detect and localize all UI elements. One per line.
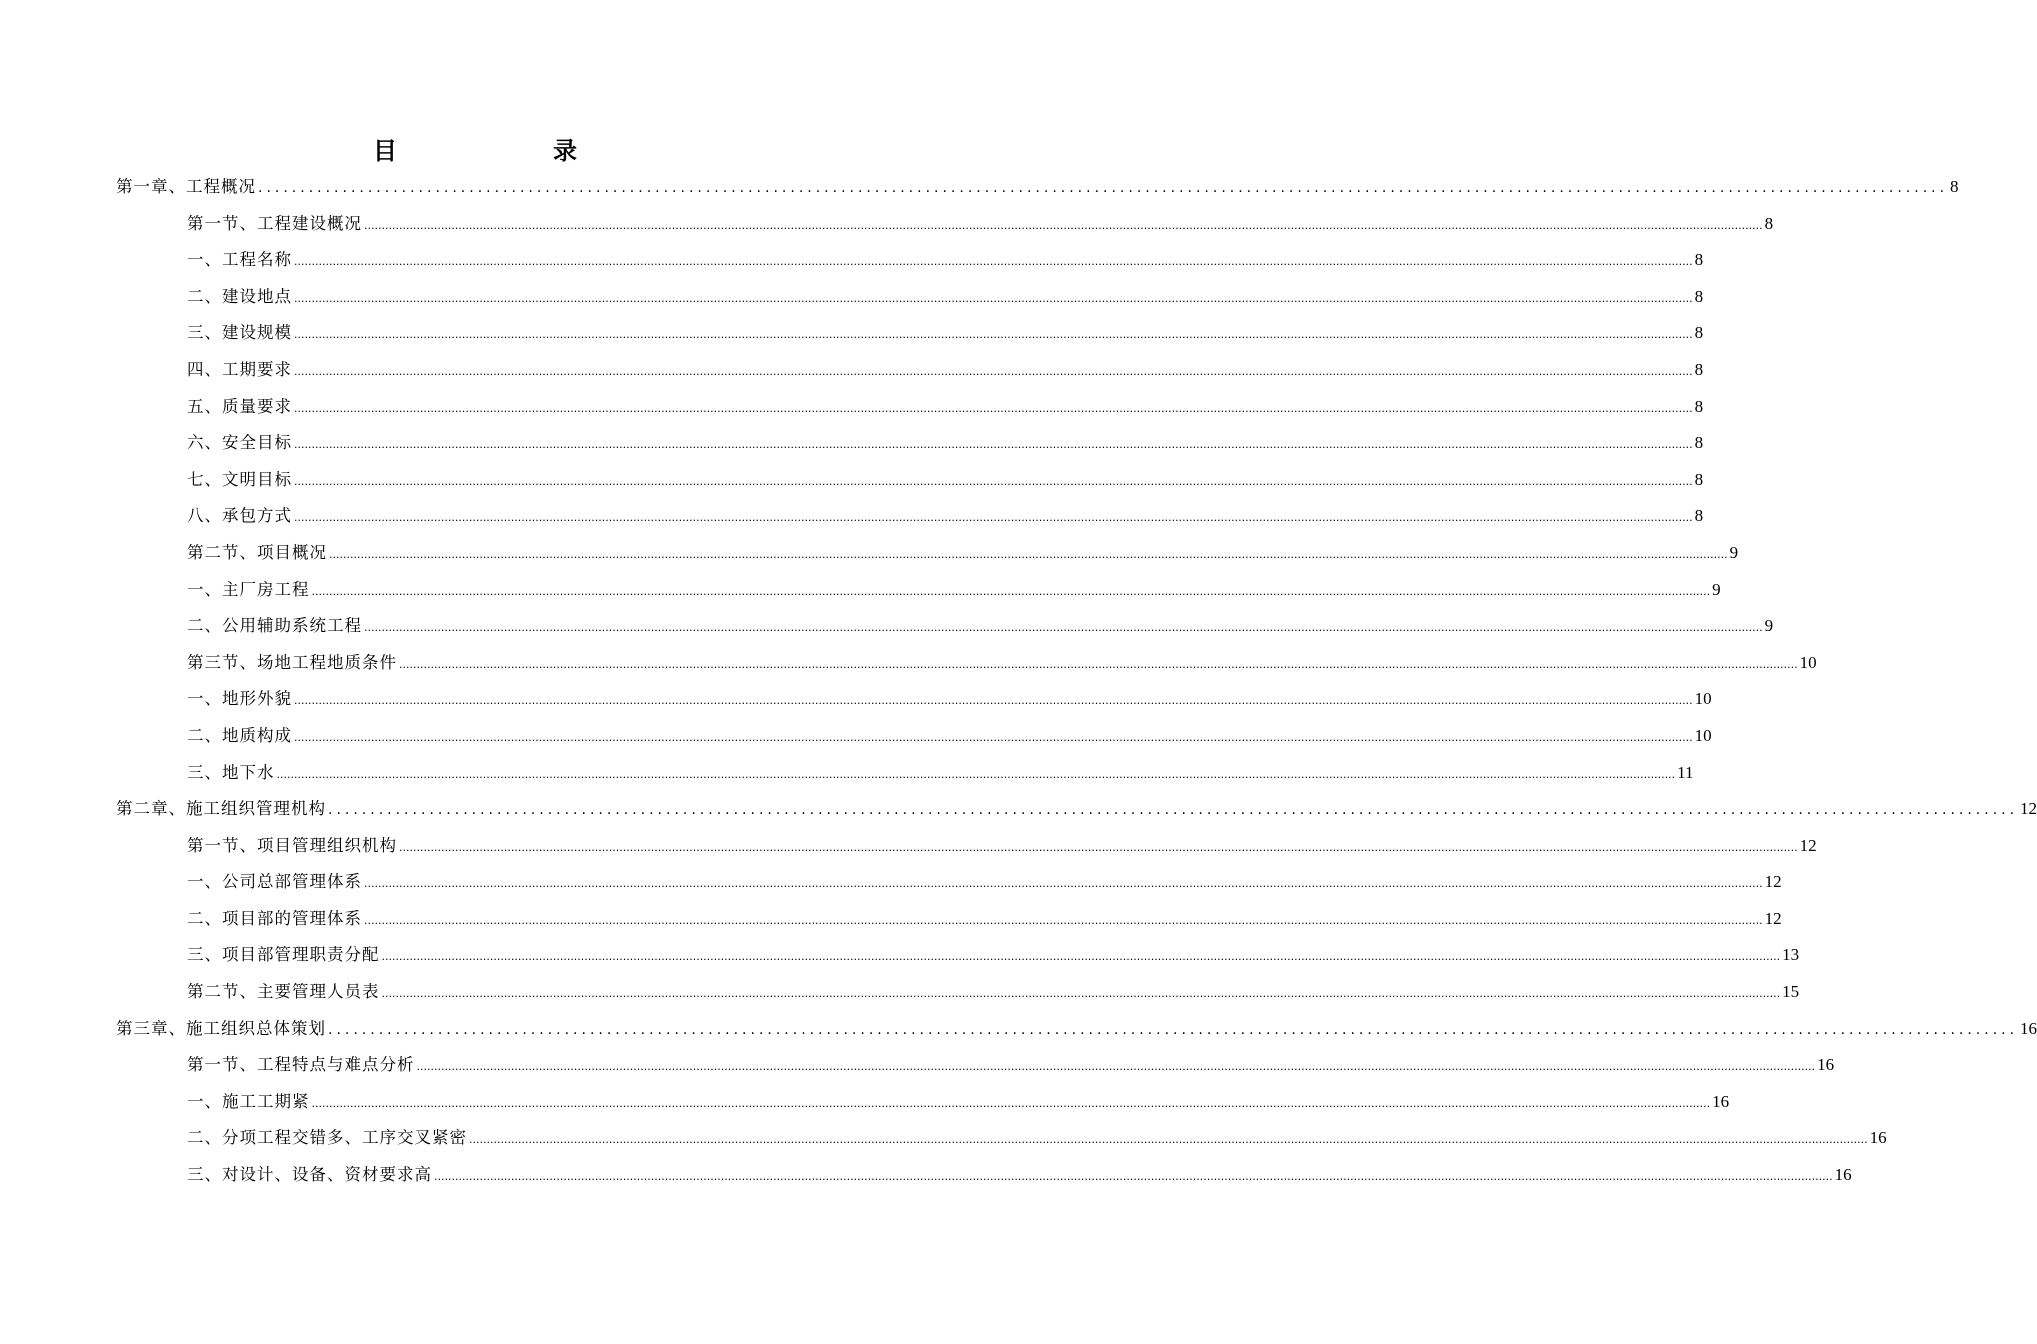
- toc-section-entry[interactable]: [116, 245, 1704, 282]
- toc-page-number: 15: [1782, 982, 1800, 1002]
- toc-entry-label: 第一章、工程概况: [116, 177, 256, 196]
- toc-dot-leader: ................................................................................................................................................................................................................................................................................................................................................................................................................: [311, 584, 1711, 598]
- toc-page-number: 16: [1817, 1055, 1835, 1075]
- toc-entry-label: 一、地形外貌: [187, 689, 292, 709]
- toc-page-number: 8: [1694, 469, 1704, 489]
- toc-entry-label: 五、质量要求: [187, 396, 292, 416]
- toc-entry-label: 三、对设计、设备、资材要求高: [187, 1165, 432, 1185]
- toc-page-number: 10: [1694, 725, 1712, 745]
- toc-page-number: 9: [1729, 542, 1739, 562]
- toc-section-entry[interactable]: [116, 575, 1721, 612]
- toc-entry-label: 二、分项工程交错多、工序交叉紧密: [187, 1128, 467, 1148]
- toc-dot-leader: ................................................................................................................................................................................................................................................................................................................................................................................................................: [434, 1170, 1833, 1184]
- toc-entry-label: 三、地下水: [187, 762, 275, 782]
- toc-entry-label: 二、公用辅助系统工程: [187, 616, 362, 636]
- toc-entry-label: 四、工期要求: [187, 359, 292, 379]
- toc-dot-leader: ................................................................................................................................................................................................................................................................................................................................................................................................................: [364, 913, 1763, 927]
- toc-entry-label: 二、建设地点: [187, 286, 292, 306]
- toc-page-number: 8: [1694, 433, 1704, 453]
- toc-dot-leader: ................................................................................................................................................................................................................................................................................................................................................................................................................: [399, 840, 1798, 854]
- toc-dot-leader: ........................................................................................................................................................................................................: [258, 180, 1949, 196]
- toc-entry-label: 一、公司总部管理体系: [187, 872, 362, 892]
- toc-chapter-entry[interactable]: [116, 1014, 2037, 1051]
- toc-section-entry[interactable]: [116, 392, 1704, 429]
- toc-entry-label: 七、文明目标: [187, 469, 292, 489]
- toc-section-entry[interactable]: [116, 282, 1704, 319]
- toc-page-number: 12: [1764, 872, 1782, 892]
- toc-entry-label: 三、建设规模: [187, 323, 292, 343]
- toc-section-entry[interactable]: [116, 501, 1704, 538]
- toc-page-number: 16: [1834, 1165, 1852, 1185]
- toc-dot-leader: ................................................................................................................................................................................................................................................................................................................................................................................................................: [329, 547, 1728, 561]
- toc-dot-leader: ................................................................................................................................................................................................................................................................................................................................................................................................................: [364, 877, 1763, 891]
- toc-section-entry[interactable]: [116, 611, 1774, 648]
- toc-section-entry[interactable]: [116, 355, 1704, 392]
- toc-entry-label: 第一节、项目管理组织机构: [187, 835, 397, 855]
- toc-entry-label: 第三章、施工组织总体策划: [116, 1018, 326, 1038]
- toc-dot-leader: ................................................................................................................................................................................................................................................................................................................................................................................................................: [294, 474, 1693, 488]
- toc-chapter-entry[interactable]: [116, 794, 2037, 831]
- toc-section-entry[interactable]: [116, 428, 1704, 465]
- toc-section-entry[interactable]: [116, 1050, 1835, 1087]
- toc-entry-label: 八、承包方式: [187, 506, 292, 526]
- toc-page-number: 8: [1950, 177, 1959, 196]
- toc-section-entry[interactable]: [116, 209, 1774, 246]
- toc-page-number: 10: [1799, 652, 1817, 672]
- toc-page-number: 16: [1869, 1128, 1887, 1148]
- toc-list: [116, 172, 2037, 1197]
- toc-section-entry[interactable]: [116, 684, 1712, 721]
- toc-page-number: 10: [1694, 689, 1712, 709]
- toc-entry-label: 六、安全目标: [187, 433, 292, 453]
- toc-entry-label: 第二节、项目概况: [187, 542, 327, 562]
- toc-dot-leader: ................................................................................................................................................................................................................................................................................................................................................................................................................: [276, 767, 1676, 781]
- toc-dot-leader: ................................................................................................................................................................................................................................................................................................................................................................................................................: [311, 1096, 1711, 1110]
- toc-chapter-entry[interactable]: [116, 172, 1959, 209]
- toc-page-number: 9: [1712, 579, 1721, 599]
- toc-entry-label: 第三节、场地工程地质条件: [187, 652, 397, 672]
- toc-entry-label: 三、项目部管理职责分配: [187, 945, 380, 965]
- toc-page-number: 9: [1764, 616, 1774, 636]
- toc-page-number: 12: [1799, 835, 1817, 855]
- toc-page-number: 12: [2020, 799, 2037, 819]
- toc-dot-leader: ........................................................................................................................................................................................................: [328, 1021, 2019, 1038]
- toc-dot-leader: ................................................................................................................................................................................................................................................................................................................................................................................................................: [294, 328, 1693, 342]
- toc-dot-leader: ................................................................................................................................................................................................................................................................................................................................................................................................................: [381, 950, 1781, 964]
- toc-dot-leader: ................................................................................................................................................................................................................................................................................................................................................................................................................: [294, 730, 1693, 744]
- toc-section-entry[interactable]: [116, 904, 1782, 941]
- toc-section-entry[interactable]: [116, 940, 1800, 977]
- toc-page-number: 8: [1694, 286, 1704, 306]
- toc-entry-label: 二、项目部的管理体系: [187, 908, 362, 928]
- toc-section-entry[interactable]: [116, 758, 1694, 795]
- toc-dot-leader: ................................................................................................................................................................................................................................................................................................................................................................................................................: [294, 511, 1693, 525]
- toc-dot-leader: ................................................................................................................................................................................................................................................................................................................................................................................................................: [294, 364, 1693, 378]
- toc-section-entry[interactable]: [116, 867, 1782, 904]
- toc-entry-label: 一、工程名称: [187, 250, 292, 270]
- toc-section-entry[interactable]: [116, 538, 1739, 575]
- toc-section-entry[interactable]: [116, 648, 1817, 685]
- toc-page-number: 13: [1782, 945, 1800, 965]
- toc-entry-label: 一、施工工期紧: [187, 1091, 310, 1111]
- toc-section-entry[interactable]: [116, 1123, 1887, 1160]
- toc-section-entry[interactable]: [116, 1160, 1852, 1197]
- toc-section-entry[interactable]: [116, 318, 1704, 355]
- toc-page-number: 16: [2020, 1018, 2037, 1038]
- toc-entry-label: 第二节、主要管理人员表: [187, 982, 380, 1002]
- toc-dot-leader: ........................................................................................................................................................................................................: [328, 802, 2019, 819]
- toc-page-number: 8: [1694, 250, 1704, 270]
- toc-dot-leader: ................................................................................................................................................................................................................................................................................................................................................................................................................: [294, 291, 1693, 305]
- toc-page-number: 16: [1712, 1091, 1730, 1111]
- toc-dot-leader: ................................................................................................................................................................................................................................................................................................................................................................................................................: [294, 255, 1693, 269]
- toc-title: 目 录: [373, 136, 613, 165]
- toc-page-number: 8: [1694, 359, 1704, 379]
- toc-entry-label: 一、主厂房工程: [187, 579, 310, 599]
- toc-page-number: 8: [1694, 396, 1704, 416]
- toc-page-number: 11: [1677, 762, 1694, 782]
- toc-dot-leader: ................................................................................................................................................................................................................................................................................................................................................................................................................: [294, 694, 1693, 708]
- toc-section-entry[interactable]: [116, 721, 1712, 758]
- toc-section-entry[interactable]: [116, 1087, 1730, 1124]
- toc-dot-leader: ................................................................................................................................................................................................................................................................................................................................................................................................................: [294, 438, 1693, 452]
- toc-page-number: 8: [1764, 213, 1774, 233]
- toc-dot-leader: ................................................................................................................................................................................................................................................................................................................................................................................................................: [399, 657, 1798, 671]
- toc-page-number: 8: [1694, 323, 1704, 343]
- toc-dot-leader: ................................................................................................................................................................................................................................................................................................................................................................................................................: [364, 218, 1763, 232]
- toc-dot-leader: ................................................................................................................................................................................................................................................................................................................................................................................................................: [364, 621, 1763, 635]
- toc-page-number: 12: [1764, 908, 1782, 928]
- toc-dot-leader: ................................................................................................................................................................................................................................................................................................................................................................................................................: [381, 987, 1781, 1001]
- toc-entry-label: 第二章、施工组织管理机构: [116, 799, 326, 819]
- toc-dot-leader: ................................................................................................................................................................................................................................................................................................................................................................................................................: [469, 1133, 1868, 1147]
- toc-dot-leader: ................................................................................................................................................................................................................................................................................................................................................................................................................: [294, 401, 1693, 415]
- toc-entry-label: 二、地质构成: [187, 725, 292, 745]
- toc-entry-label: 第一节、工程建设概况: [187, 213, 362, 233]
- toc-entry-label: 第一节、工程特点与难点分析: [187, 1055, 415, 1075]
- toc-dot-leader: ................................................................................................................................................................................................................................................................................................................................................................................................................: [416, 1060, 1816, 1074]
- toc-section-entry[interactable]: [116, 831, 1817, 868]
- toc-section-entry[interactable]: [116, 977, 1800, 1014]
- toc-page-number: 8: [1694, 506, 1704, 526]
- toc-section-entry[interactable]: [116, 465, 1704, 502]
